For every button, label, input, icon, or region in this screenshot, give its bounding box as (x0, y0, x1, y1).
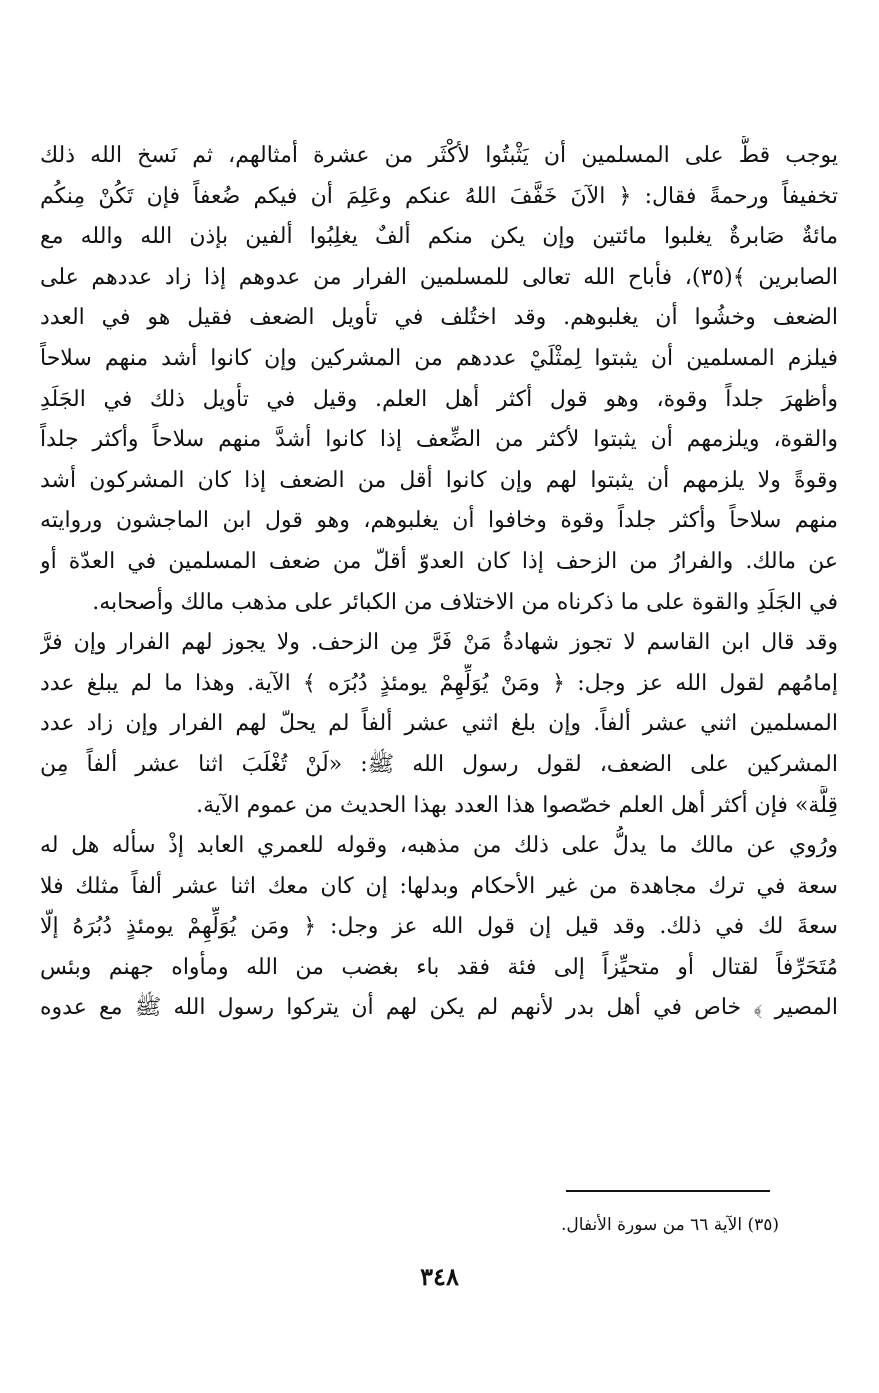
text-line: وقد قال ابن القاسم لا تجوز شهادةُ مَنْ فَرَّ مِن الزحف. ولا يجوز لهم الفرار وإن فرَّ (40, 630, 838, 656)
text-line: المصير ﴾ خاص في أهل بدر لأنهم لم يكن لهم أن يتركوا رسول الله ﷺ مع عدوه (40, 995, 838, 1021)
text-line: تخفيفاً ورحمةً فقال: ﴿ الآنَ خَفَّفَ اللهُ عنكم وعَلِمَ أن فيكم ضُعفاً فإن تَكُنْ مِنكُم (40, 183, 838, 209)
text-line: سعة في ترك مجاهدة من غير الأحكام وبدلها: إن كان معك اثنا عشر ألفاً مثلك فلا (40, 873, 838, 899)
text-line: المسلمين اثني عشر ألفاً. وإن بلغ اثني عشر ألفاً لم يحلّ لهم الفرار وإن زاد عدد (40, 711, 838, 737)
text-line: مُتَحَرِّفاً لقتال أو متحيِّزاً إلى فئة فقد باء بغضب من الله ومأواه جهنم وبئس (40, 954, 838, 980)
text-line: مائةٌ صَابرةٌ يغلبوا مائتين وإن يكن منكم ألفٌ يغلِبُوا ألفين بإذن الله والله مع (40, 224, 838, 250)
text-line: الضعف وخشُوا أن يغلبوهم. وقد اختُلف في تأويل الضعف فقيل هو في العدد (40, 305, 838, 331)
text-line: وقوةً ولا يلزمهم أن يثبتوا لهم وإن كانوا أقل من الضعف إذا كان المشركون أشد (40, 467, 838, 493)
text-line: سعةَ لك في ذلك. وقد قيل إن قول الله عز وجل: ﴿ ومَن يُوَلِّهِمْ يومئذٍ دُبُرَهُ إلّا (40, 914, 838, 940)
text-line: عن مالك. والفرارُ من الزحف إذا كان العدوّ أقلّ من ضعف المسلمين في العدّة أو (40, 548, 838, 574)
footnote: (٣٥) الآية ٦٦ من سورة الأنفال. (561, 1215, 779, 1235)
text-line: الصابرين ﴾(٣٥)، فأباح الله تعالى للمسلمين الفرار من عدوهم إذا زاد عددهم على (40, 264, 838, 290)
text-line: إمامُهم لقول الله عز وجل: ﴿ ومَنْ يُوَلِّهِمْ يومئذٍ دُبُرَه ﴾ الآية. وهذا ما لم يبلغ عدد (40, 670, 838, 696)
text-line: في الجَلَدِ والقوة على ما ذكرناه من الاختلاف من الكبائر على مذهب مالك وأصحابه. (92, 589, 838, 615)
footnote-separator (566, 1190, 770, 1192)
body-text (40, 136, 838, 1029)
text-line: وأظهرَ جلداً وقوة، وهو قول أكثر أهل العلم. وقيل في تأويل ذلك في الجَلَدِ (40, 386, 838, 412)
text-line: ورُوي عن مالك ما يدلُّ على ذلك من مذهبه، وقوله للعمري العابد إذْ سأله هل له (40, 833, 838, 859)
text-line: منهم سلاحاً وأكثر جلداً وقوة وخافوا أن يغلبوهم، وهو قول ابن الماجشون وروايته (40, 508, 838, 534)
page-number: ٣٤٨ (420, 1262, 459, 1291)
text-line: يوجب قطُّ على المسلمين أن يَثْبتُوا لأكْثَر من عشرة أمثالهم، ثم نَسخ الله ذلك (40, 143, 838, 168)
text-line: والقوة، ويلزمهم أن يثبتوا لأكثر من الضِّعف إذا كانوا أشدَّ منهم سلاحاً وأكثر جلداً (40, 427, 838, 453)
text-line: فيلزم المسلمين أن يثبتوا لِمثْلَيْ عددهم من المشركين وإن كانوا أشد منهم سلاحاً (40, 345, 838, 371)
text-line: قِلَّة» فإن أكثر أهل العلم خصّصوا هذا العدد بهذا الحديث من عموم الآية. (196, 792, 838, 818)
text-line: المشركين على الضعف، لقول رسول الله ﷺ: «لَنْ تُغْلَبَ اثنا عشر ألفاً مِن (40, 751, 838, 777)
